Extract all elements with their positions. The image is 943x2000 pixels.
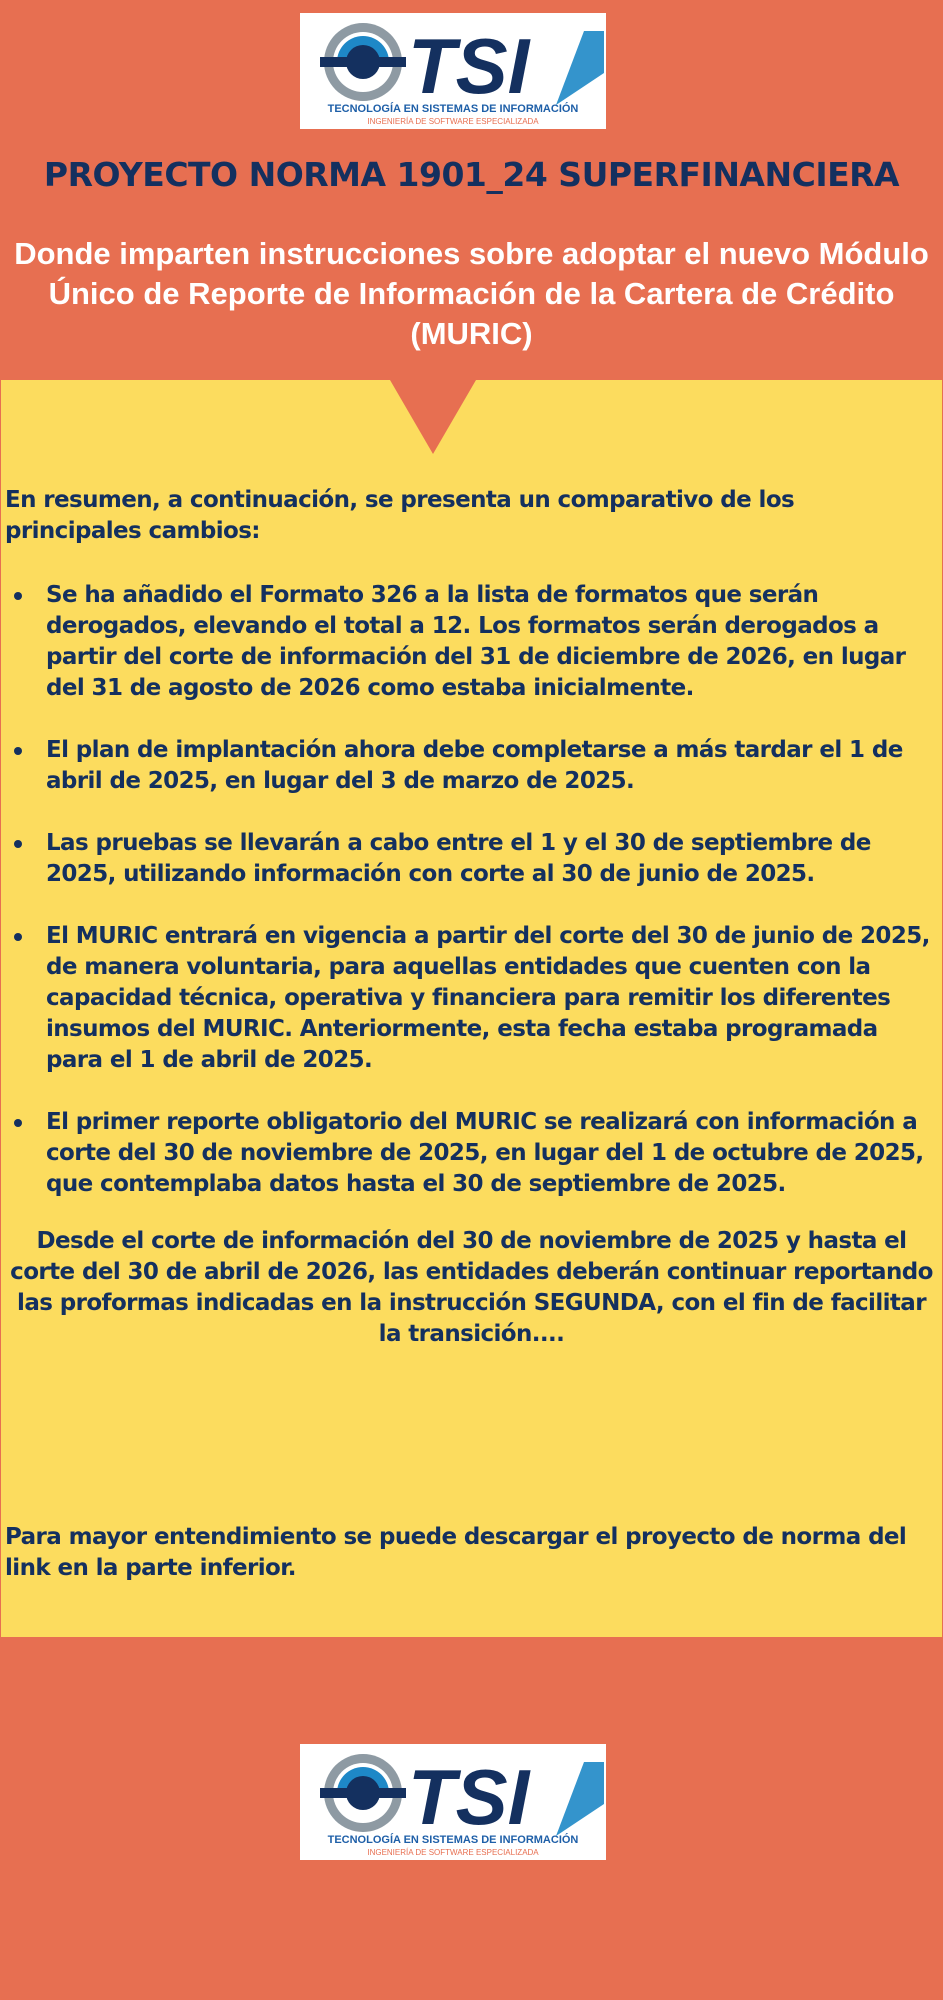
logo-tagline: TECNOLOGÍA EN SISTEMAS DE INFORMACIÓN <box>327 103 579 115</box>
logo-tagline: TECNOLOGÍA EN SISTEMAS DE INFORMACIÓN <box>327 1834 579 1846</box>
bullet-icon <box>14 747 22 755</box>
logo-wordmark: TSI <box>408 22 530 110</box>
list-item <box>0 735 943 797</box>
panel-pointer-triangle <box>390 380 476 454</box>
list-item <box>0 921 943 1076</box>
changes-list <box>0 580 943 1231</box>
list-item-text: El plan de implantación ahora debe completarse a más tardar el 1 de abril de 2025, en lugar del 3 de marzo de 2025. <box>46 737 903 794</box>
list-item-text: El primer reporte obligatorio del MURIC se realizará con información a corte del 30 de noviembre de 2025, en lugar del 1 de octubre de 2025, que contemplaba datos hasta el 30 de septiembre de 2025. <box>46 1109 924 1197</box>
bullet-icon <box>14 592 22 600</box>
bullet-icon <box>14 1119 22 1127</box>
tsi-logo-bottom <box>300 1744 606 1860</box>
tsi-logo-graphic <box>300 13 606 129</box>
logo-sub-tagline: INGENIERÍA DE SOFTWARE ESPECIALIZADA <box>367 117 539 126</box>
tsi-logo-top <box>300 13 606 129</box>
closing-text: Desde el corte de información del 30 de noviembre de 2025 y hasta el corte del 30 de abril de 2026, las entidades deberán continuar reportando las proformas indicadas en la instrucción SEGUNDA, con el fin de facilitar la transición.... <box>10 1228 933 1347</box>
list-item-text: Se ha añadido el Formato 326 a la lista de formatos que serán derogados, elevando el total a 12. Los formatos serán derogados a partir del corte de información del 31 de diciembre de 2026, en lugar del 31 de agosto de 2026 como estaba inicialmente. <box>46 582 906 701</box>
list-item <box>0 828 943 890</box>
logo-wordmark: TSI <box>408 1753 530 1841</box>
list-item-text: El MURIC entrará en vigencia a partir del corte del 30 de junio de 2025, de manera voluntaria, para aquellas entidades que cuenten con la capacidad técnica, operativa y financiera para remitir los diferentes insumos del MURIC. Anteriormente, esta fecha estaba programada para el 1 de abril de 2025. <box>46 923 930 1073</box>
bullet-icon <box>14 933 22 941</box>
bullet-icon <box>14 840 22 848</box>
download-note: Para mayor entendimiento se puede descargar el proyecto de norma del link en la parte inferior. <box>5 1524 907 1581</box>
page-subtitle: Donde imparten instrucciones sobre adoptar el nuevo Módulo Único de Reporte de Información de la Cartera de Crédito (MURIC) <box>14 236 929 351</box>
list-item-text: Las pruebas se llevarán a cabo entre el 1 y el 30 de septiembre de 2025, utilizando información con corte al 30 de junio de 2025. <box>46 830 871 887</box>
tsi-logo-graphic <box>300 1744 606 1860</box>
list-item <box>0 580 943 704</box>
list-item <box>0 1107 943 1200</box>
page-title: PROYECTO NORMA 1901_24 SUPERFINANCIERA <box>43 155 900 194</box>
intro-text: En resumen, a continuación, se presenta un comparativo de los principales cambios: <box>5 487 795 544</box>
logo-sub-tagline: INGENIERÍA DE SOFTWARE ESPECIALIZADA <box>367 1848 539 1857</box>
